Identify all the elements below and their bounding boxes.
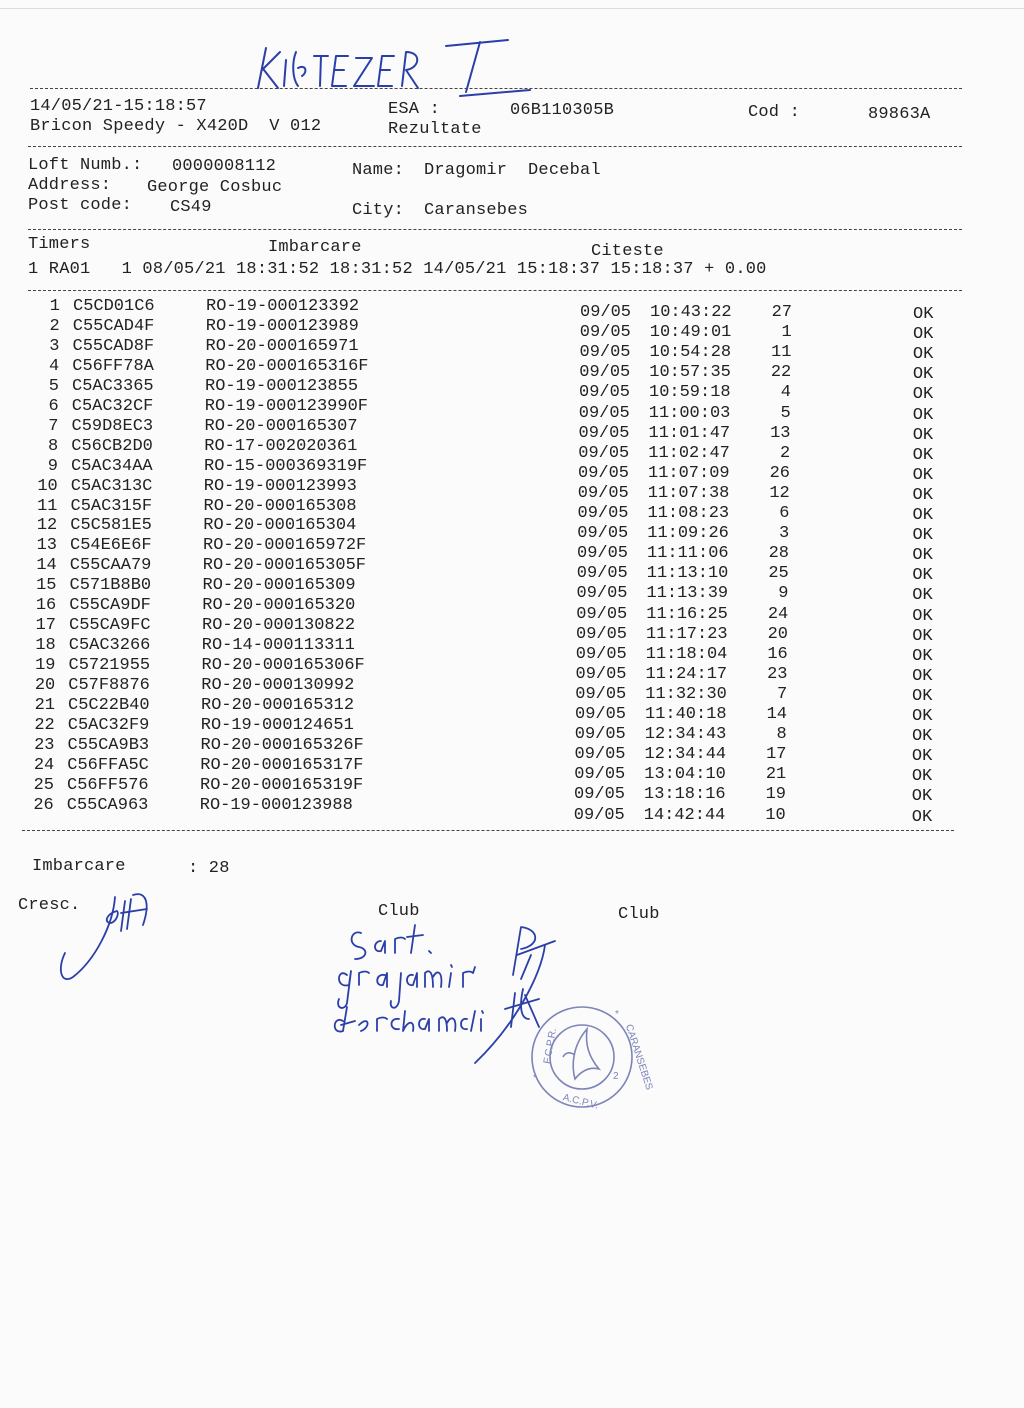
- position: 26: [769, 463, 790, 483]
- position: 2: [780, 443, 791, 463]
- position: 9: [778, 584, 789, 604]
- ring-number: RO-20-000165972F: [203, 536, 367, 556]
- position: 23: [767, 664, 788, 684]
- arrival-date: 09/05: [576, 604, 628, 624]
- separator-owner: [28, 229, 962, 230]
- timers-label: Timers: [28, 235, 91, 254]
- row-number: 2: [49, 316, 60, 336]
- status: OK: [912, 626, 933, 646]
- arrival-date: 09/05: [575, 705, 627, 724]
- chip-id: C5CD01C6: [73, 297, 155, 316]
- arrival-date: 09/05: [574, 785, 626, 805]
- breeder-signature: [55, 865, 165, 990]
- ring-number: RO-20-000165304: [203, 516, 357, 536]
- chip-id: C55CAA79: [69, 556, 152, 576]
- cresc-label: Cresc.: [18, 896, 81, 915]
- chip-id: C5AC32F9: [67, 715, 150, 735]
- city-label: City:: [352, 201, 405, 220]
- position: 12: [769, 483, 790, 503]
- arrival-time: 11:07:09: [648, 463, 730, 483]
- row-number: 10: [37, 476, 58, 496]
- arrival-date: 09/05: [575, 664, 627, 684]
- status: OK: [912, 325, 934, 345]
- position: 4: [780, 383, 791, 403]
- arrival-date: 09/05: [576, 624, 628, 644]
- row-number: 19: [35, 656, 56, 676]
- postcode-value: CS49: [170, 198, 212, 217]
- position: 21: [765, 765, 787, 785]
- status: OK: [912, 485, 933, 505]
- row-number: 14: [36, 556, 57, 576]
- esa-label: ESA :: [388, 100, 441, 119]
- chip-id: C5AC313C: [70, 476, 153, 496]
- name-value: Dragomir Decebal: [424, 161, 601, 180]
- separator-timers: [28, 290, 962, 291]
- arrival-time: 11:16:25: [646, 604, 728, 624]
- arrival-time: 10:43:22: [650, 303, 732, 322]
- status: OK: [912, 506, 933, 525]
- row-number: 16: [35, 596, 57, 616]
- chip-id: C55CAD8F: [72, 336, 155, 356]
- arrival-date: 09/05: [574, 745, 626, 765]
- chip-id: C571B8B0: [69, 576, 152, 596]
- ring-number: RO-19-000123392: [206, 297, 360, 316]
- arrival-time: 11:07:38: [647, 483, 730, 503]
- separator-header: [28, 146, 962, 147]
- position: 20: [767, 624, 788, 644]
- arrival-date: 09/05: [578, 403, 630, 423]
- status: OK: [912, 465, 933, 485]
- position: 11: [771, 343, 792, 363]
- chip-id: C56FF78A: [72, 356, 154, 376]
- ring-number: RO-20-000130822: [202, 616, 356, 636]
- ring-number: RO-19-000123993: [203, 476, 357, 496]
- row-number: 22: [34, 715, 55, 735]
- position: 22: [770, 363, 792, 383]
- position: 8: [776, 725, 787, 745]
- arrival-date: 09/05: [579, 323, 631, 343]
- row-number: 23: [34, 735, 55, 755]
- ring-number: RO-20-000165971: [205, 336, 359, 356]
- arrival-date: 09/05: [578, 463, 630, 483]
- status: OK: [912, 586, 933, 606]
- name-label: Name:: [352, 161, 405, 180]
- position: 27: [771, 303, 792, 322]
- esa-value: 06B110305B: [510, 101, 615, 120]
- ring-number: RO-14-000113311: [201, 636, 355, 656]
- row-number: 21: [34, 696, 55, 715]
- position: 7: [777, 684, 788, 704]
- row-number: 24: [33, 755, 55, 775]
- ring-number: RO-15-000369319F: [204, 456, 368, 476]
- arrival-date: 09/05: [576, 564, 628, 584]
- position: 10: [765, 805, 786, 825]
- club-label-1: Club: [378, 902, 420, 921]
- arrival-date: 09/05: [577, 483, 629, 503]
- position: 3: [779, 524, 790, 544]
- cod-value: 89863A: [868, 105, 931, 124]
- position: 14: [766, 705, 787, 724]
- ring-number: RO-20-000165320: [202, 596, 356, 616]
- status: OK: [912, 405, 934, 425]
- arrival-time: 13:18:16: [644, 785, 726, 805]
- chip-id: C55CA963: [66, 795, 149, 815]
- row-number: 15: [36, 576, 57, 596]
- ring-number: RO-20-000165308: [203, 496, 357, 516]
- status: OK: [912, 707, 933, 726]
- arrival-date: 09/05: [575, 684, 627, 704]
- ring-number: RO-19-000123855: [205, 376, 359, 396]
- ring-number: RO-20-000165316F: [205, 356, 369, 376]
- position: 1: [781, 323, 792, 343]
- ring-number: RO-19-000123988: [199, 795, 353, 815]
- row-number: 3: [49, 336, 60, 356]
- arrival-time: 11:24:17: [645, 664, 728, 684]
- row-number: 9: [47, 456, 58, 476]
- row-number: 1: [49, 297, 60, 316]
- arrival-time: 14:42:44: [643, 805, 726, 825]
- chip-id: C55CA9FC: [69, 616, 151, 636]
- arrival-time: 13:04:10: [644, 765, 726, 785]
- separator-results: [22, 830, 954, 831]
- arrival-time: 11:18:04: [645, 644, 728, 664]
- position: 24: [767, 604, 789, 624]
- print-datetime: 14/05/21-15:18:57: [30, 97, 207, 116]
- position: 25: [768, 564, 789, 584]
- chip-id: C5AC3266: [68, 636, 151, 656]
- position: 13: [770, 423, 791, 443]
- chip-id: C5AC315F: [70, 496, 153, 516]
- ring-number: RO-20-000165309: [202, 576, 356, 596]
- arrival-time: 11:08:23: [647, 504, 730, 523]
- chip-id: C56FFA5C: [67, 755, 149, 775]
- chip-id: C55CA9B3: [67, 735, 150, 755]
- arrival-time: 11:40:18: [645, 705, 727, 724]
- arrival-date: 09/05: [579, 343, 631, 363]
- ring-number: RO-20-000165319F: [200, 775, 364, 795]
- timers-imbarcare-label: Imbarcare: [268, 238, 362, 257]
- arrival-date: 09/05: [577, 544, 629, 564]
- ring-number: RO-20-000165307: [204, 416, 358, 436]
- row-number: 26: [33, 795, 54, 815]
- chip-id: C5AC32CF: [71, 396, 154, 416]
- position: 28: [768, 544, 789, 564]
- chip-id: C55CA9DF: [69, 596, 151, 616]
- rezultate-label: Rezultate: [388, 120, 482, 139]
- stamp-top-text: F.C.P.R.: [541, 1027, 560, 1065]
- arrival-date: 09/05: [579, 383, 631, 403]
- status: OK: [912, 606, 933, 626]
- arrival-time: 11:17:23: [646, 624, 728, 644]
- arrival-time: 10:54:28: [649, 343, 732, 363]
- timers-citeste-label: Citeste: [591, 242, 664, 261]
- arrival-time: 11:01:47: [648, 423, 731, 443]
- arrival-time: 11:13:10: [646, 564, 729, 584]
- row-number: 11: [37, 496, 58, 516]
- arrival-date: 09/05: [575, 644, 627, 664]
- ring-number: RO-19-000123989: [205, 316, 359, 336]
- arrival-date: 09/05: [573, 805, 625, 825]
- arrival-date: 09/05: [577, 524, 629, 544]
- club-label-2: Club: [618, 905, 660, 924]
- chip-id: C5C581E5: [70, 516, 152, 536]
- arrival-date: 09/05: [574, 725, 626, 745]
- arrival-date: 09/05: [577, 504, 629, 523]
- arrival-date: 09/05: [578, 423, 630, 443]
- status: OK: [912, 566, 933, 586]
- status: OK: [912, 345, 934, 365]
- loft-value: 0000008112: [172, 157, 277, 176]
- status: OK: [911, 747, 933, 767]
- row-number: 6: [48, 396, 59, 416]
- ring-number: RO-19-000123990F: [204, 396, 368, 416]
- arrival-time: 11:13:39: [646, 584, 729, 604]
- chip-id: C5AC3365: [72, 376, 154, 396]
- status: OK: [911, 807, 933, 827]
- chip-id: C57F8876: [68, 676, 150, 696]
- chip-id: C56CB2D0: [71, 436, 153, 456]
- status: OK: [912, 686, 933, 706]
- position: 6: [779, 504, 790, 523]
- arrival-time: 11:00:03: [648, 403, 731, 423]
- position: 5: [780, 403, 791, 423]
- stamp-right-text: CARANSEBES: [622, 1023, 655, 1092]
- status: OK: [912, 526, 933, 546]
- status: OK: [912, 385, 934, 405]
- row-number: 20: [34, 676, 56, 696]
- chip-id: C5C22B40: [68, 696, 150, 715]
- status: OK: [912, 365, 934, 385]
- arrival-time: 11:02:47: [648, 443, 730, 463]
- arrival-time: 10:57:35: [649, 363, 731, 383]
- loft-label: Loft Numb.:: [28, 156, 143, 175]
- stamp-star-right: *: [615, 1009, 619, 1020]
- ring-number: RO-19-000124651: [200, 715, 354, 735]
- footer-imbarcare-value: : 28: [188, 859, 230, 878]
- row-number: 7: [48, 416, 59, 436]
- chip-id: C59D8EC3: [71, 416, 154, 436]
- row-number: 12: [36, 516, 58, 536]
- position: 19: [765, 785, 786, 805]
- status: OK: [911, 787, 933, 807]
- address-value: George Cosbuc: [147, 178, 283, 197]
- arrival-time: 10:59:18: [649, 383, 731, 403]
- chip-id: C54E6E6F: [70, 536, 152, 556]
- status: OK: [912, 546, 933, 566]
- status: OK: [912, 425, 934, 445]
- separator-top: [30, 88, 962, 89]
- device-name: Bricon Speedy - X420D V 012: [30, 117, 322, 136]
- ring-number: RO-20-000165306F: [201, 656, 365, 676]
- arrival-time: 12:34:43: [644, 725, 727, 745]
- ring-number: RO-20-000165326F: [200, 735, 364, 755]
- ring-number: RO-20-000165312: [201, 696, 355, 715]
- stamp-number: 2: [613, 1071, 619, 1082]
- ring-number: RO-20-000165305F: [202, 556, 366, 576]
- arrival-time: 11:32:30: [645, 684, 727, 704]
- footer-imbarcare-label: Imbarcare: [32, 857, 126, 876]
- arrival-time: 11:09:26: [647, 524, 729, 544]
- ring-number: RO-17-002020361: [204, 436, 358, 456]
- chip-id: C56FF576: [67, 775, 149, 795]
- row-number: 8: [48, 436, 59, 456]
- arrival-date: 09/05: [578, 443, 630, 463]
- cod-label: Cod :: [748, 103, 801, 122]
- chip-id: C55CAD4F: [72, 316, 155, 336]
- city-value: Caransebes: [424, 201, 529, 220]
- stamp-bottom-text: A.C.P.V.: [561, 1092, 600, 1112]
- position: 17: [766, 745, 787, 765]
- status: OK: [912, 445, 934, 465]
- arrival-date: 09/05: [579, 363, 631, 383]
- row-number: 13: [36, 536, 57, 556]
- row-number: 5: [48, 376, 59, 396]
- status: OK: [912, 646, 933, 666]
- timers-line: 1 RA01 1 08/05/21 18:31:52 18:31:52 14/05/21 15:18:37 15:18:37 + 0.00: [28, 260, 767, 279]
- row-number: 17: [35, 616, 56, 636]
- status: OK: [911, 727, 933, 747]
- chip-id: C5AC34AA: [71, 456, 153, 476]
- arrival-date: 09/05: [580, 303, 632, 322]
- status: OK: [912, 666, 933, 686]
- postcode-label: Post code:: [28, 196, 133, 215]
- ring-number: RO-20-000165317F: [200, 755, 364, 775]
- arrival-date: 09/05: [576, 584, 628, 604]
- arrival-time: 12:34:44: [644, 745, 727, 765]
- address-label: Address:: [28, 176, 112, 195]
- stamp-star-left: *: [533, 1073, 537, 1084]
- row-number: 25: [33, 775, 54, 795]
- handwritten-title: [240, 30, 540, 100]
- row-number: 4: [49, 356, 60, 376]
- arrival-time: 11:11:06: [647, 544, 729, 564]
- status: OK: [911, 767, 933, 787]
- position: 16: [767, 644, 788, 664]
- row-number: 18: [35, 636, 56, 656]
- club-stamp: [515, 995, 655, 1115]
- ring-number: RO-20-000130992: [201, 676, 355, 696]
- status: OK: [913, 305, 934, 324]
- chip-id: C5721955: [68, 656, 151, 676]
- arrival-time: 10:49:01: [649, 323, 732, 343]
- arrival-date: 09/05: [574, 765, 626, 785]
